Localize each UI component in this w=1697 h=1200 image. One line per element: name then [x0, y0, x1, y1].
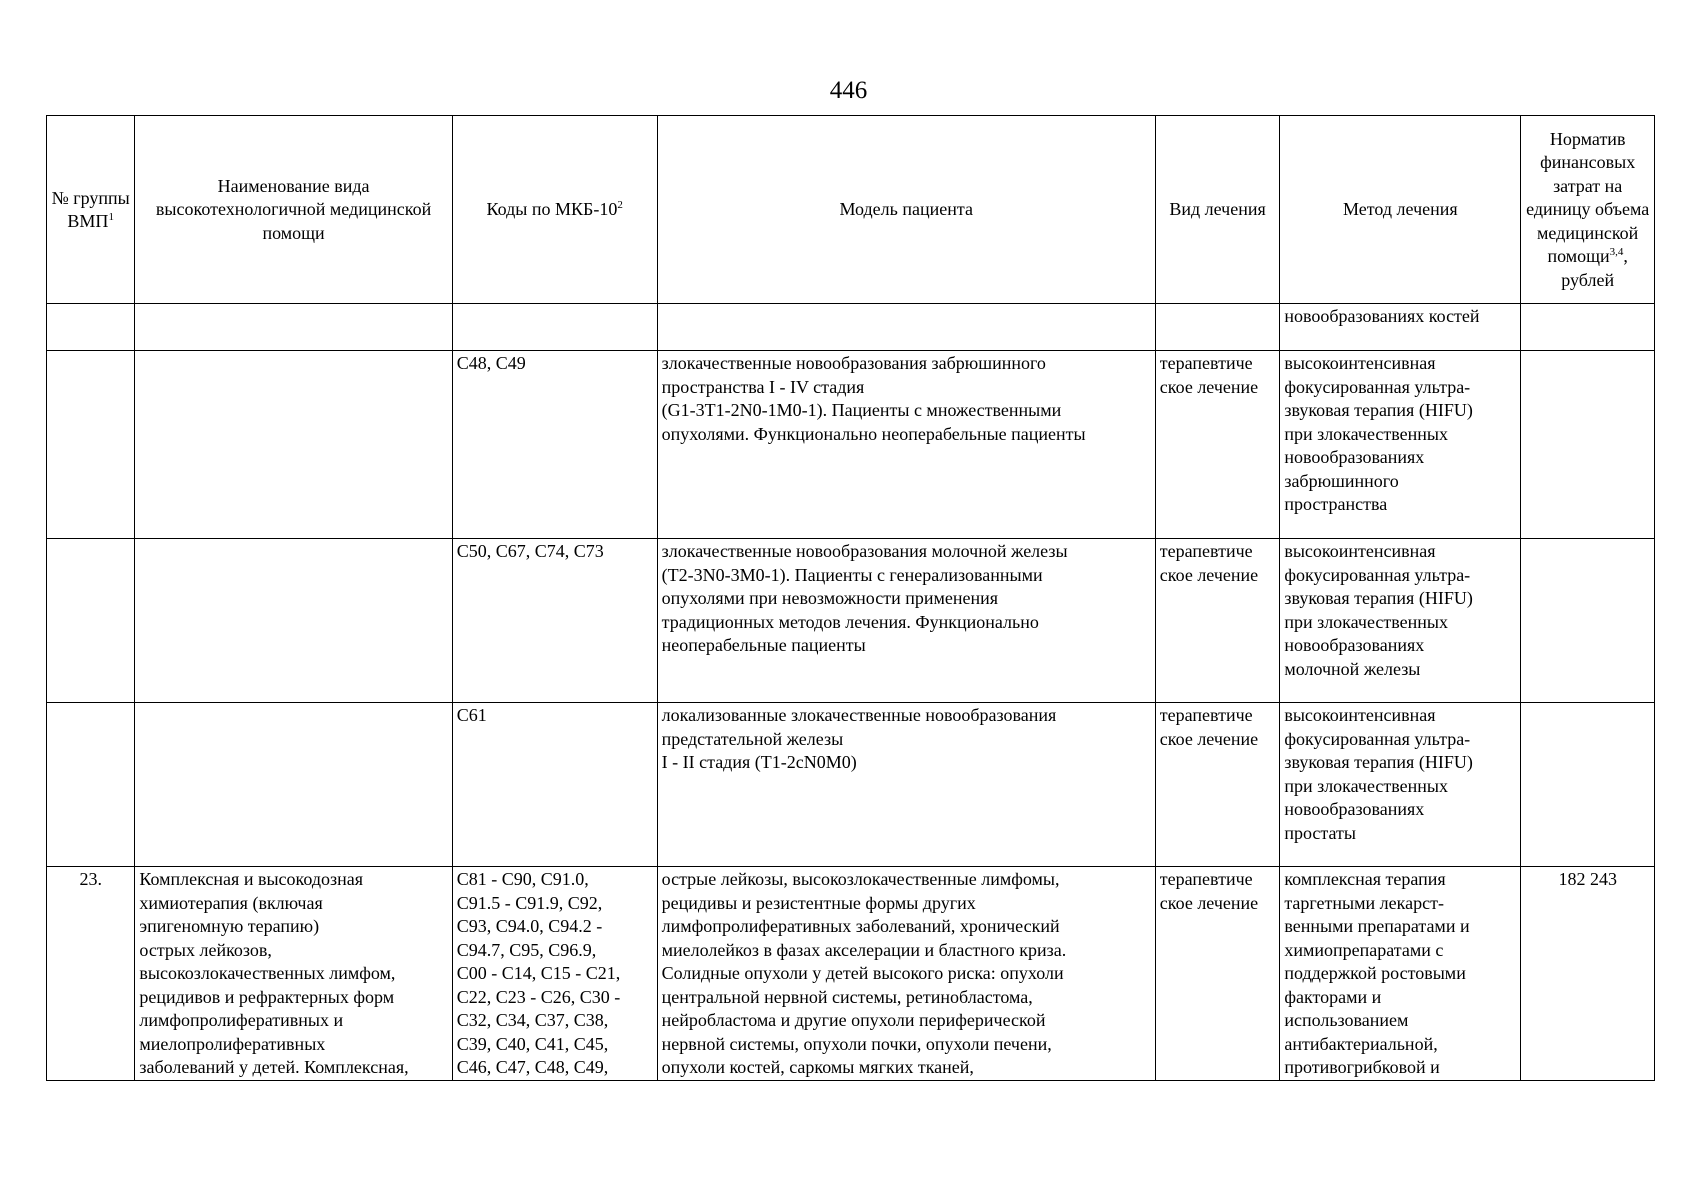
table-row: [47, 539, 1655, 703]
cell-group: [47, 304, 135, 351]
cell-codes: [452, 304, 657, 351]
cell-method: высокоинтенсивная фокусированная ультра- звуковая терапия (HIFU) при злокачественных новообразованиях забрюшинного пространства: [1280, 351, 1521, 539]
cell-group: 23.: [47, 867, 135, 1081]
cell-treatment: терапевтиче ское лечение: [1155, 539, 1280, 703]
cell-group: [47, 351, 135, 539]
cell-group: [47, 539, 135, 703]
cell-treatment: терапевтиче ское лечение: [1155, 703, 1280, 867]
table-header-row: [47, 116, 1655, 304]
cell-cost: [1521, 703, 1655, 867]
cell-model: злокачественные новообразования забрюшинного пространства I - IV стадия (G1-3T1-2N0-1M0-1). Пациенты с множественными опухолями. Функционально неоперабельные пациенты: [657, 351, 1155, 539]
cell-model: злокачественные новообразования молочной железы (T2-3N0-3M0-1). Пациенты с генерализованными опухолями при невозможности применения традиционных методов лечения. Функционально неоперабельные пациенты: [657, 539, 1155, 703]
cell-model: локализованные злокачественные новообразования предстательной железы I - II стадия (T1-2cN0M0): [657, 703, 1155, 867]
cell-treatment: терапевтиче ское лечение: [1155, 867, 1280, 1081]
cell-model: острые лейкозы, высокозлокачественные лимфомы, рецидивы и резистентные формы других лимфопролиферативных заболеваний, хронический миелолейкоз в фазах акселерации и бластного криза. Солидные опухоли у детей высокого риска: опухоли центральной нервной системы, ретинобластома, нейробластома и другие опухоли периферической нервной системы, опухоли почки, опухоли печени, опухоли костей, саркомы мягких тканей,: [657, 867, 1155, 1081]
table-row: [47, 351, 1655, 539]
cell-method: высокоинтенсивная фокусированная ультра- звуковая терапия (HIFU) при злокачественных новообразованиях простаты: [1280, 703, 1521, 867]
header-patient-model: Модель пациента: [657, 116, 1155, 304]
cell-cost: [1521, 304, 1655, 351]
vmp-table: [46, 115, 1655, 1081]
header-care-type-name: Наименование вида высокотехнологичной медицинской помощи: [135, 116, 452, 304]
cell-method: комплексная терапия таргетными лекарст- венными препаратами и химиопрепаратами с поддержкой ростовыми факторами и использованием антибактериальной, противогрибковой и: [1280, 867, 1521, 1081]
cell-treatment: [1155, 304, 1280, 351]
header-cost-norm: Норматив финансовых затрат на единицу объема медицинской помощи$^{3,4}$, рублей: [1521, 116, 1655, 304]
cell-treatment: терапевтиче ское лечение: [1155, 351, 1280, 539]
cell-model: [657, 304, 1155, 351]
table-row: [47, 703, 1655, 867]
header-icd-codes: Коды по МКБ-$10^2$: [452, 116, 657, 304]
cell-name: Комплексная и высокодозная химиотерапия (включая эпигеномную терапию) острых лейкозов, высокозлокачественных лимфом, рецидивов и рефрактерных форм лимфопролиферативных и миелопролиферативных заболеваний у детей. Комплексная,: [135, 867, 452, 1081]
page-number: 446: [829, 77, 868, 104]
cell-codes: C48, C49: [452, 351, 657, 539]
header-treatment-type: Вид лечения: [1155, 116, 1280, 304]
cell-codes: C81 - C90, C91.0, C91.5 - C91.9, C92, C93, C94.0, C94.2 - C94.7, C95, C96.9, C00 - C14, C15 - C21, C22, C23 - C26, C30 - C32, C34, C37, C38, C39, C40, C41, C45, C46, C47, C48, C49,: [452, 867, 657, 1081]
cell-cost: [1521, 351, 1655, 539]
table-row: [47, 304, 1655, 351]
cell-cost: [1521, 539, 1655, 703]
header-group-number: № группы ВМП$^1$: [47, 116, 135, 304]
cell-name: [135, 539, 452, 703]
cell-codes: C50, C67, C74, C73: [452, 539, 657, 703]
table-row: [47, 867, 1655, 1081]
cell-method: новообразованиях костей: [1280, 304, 1521, 351]
cell-name: [135, 351, 452, 539]
cell-method: высокоинтенсивная фокусированная ультра- звуковая терапия (HIFU) при злокачественных новообразованиях молочной железы: [1280, 539, 1521, 703]
cell-group: [47, 703, 135, 867]
cell-name: [135, 304, 452, 351]
cell-cost: 182 243: [1521, 867, 1655, 1081]
cell-name: [135, 703, 452, 867]
header-treatment-method: Метод лечения: [1280, 116, 1521, 304]
cell-codes: C61: [452, 703, 657, 867]
